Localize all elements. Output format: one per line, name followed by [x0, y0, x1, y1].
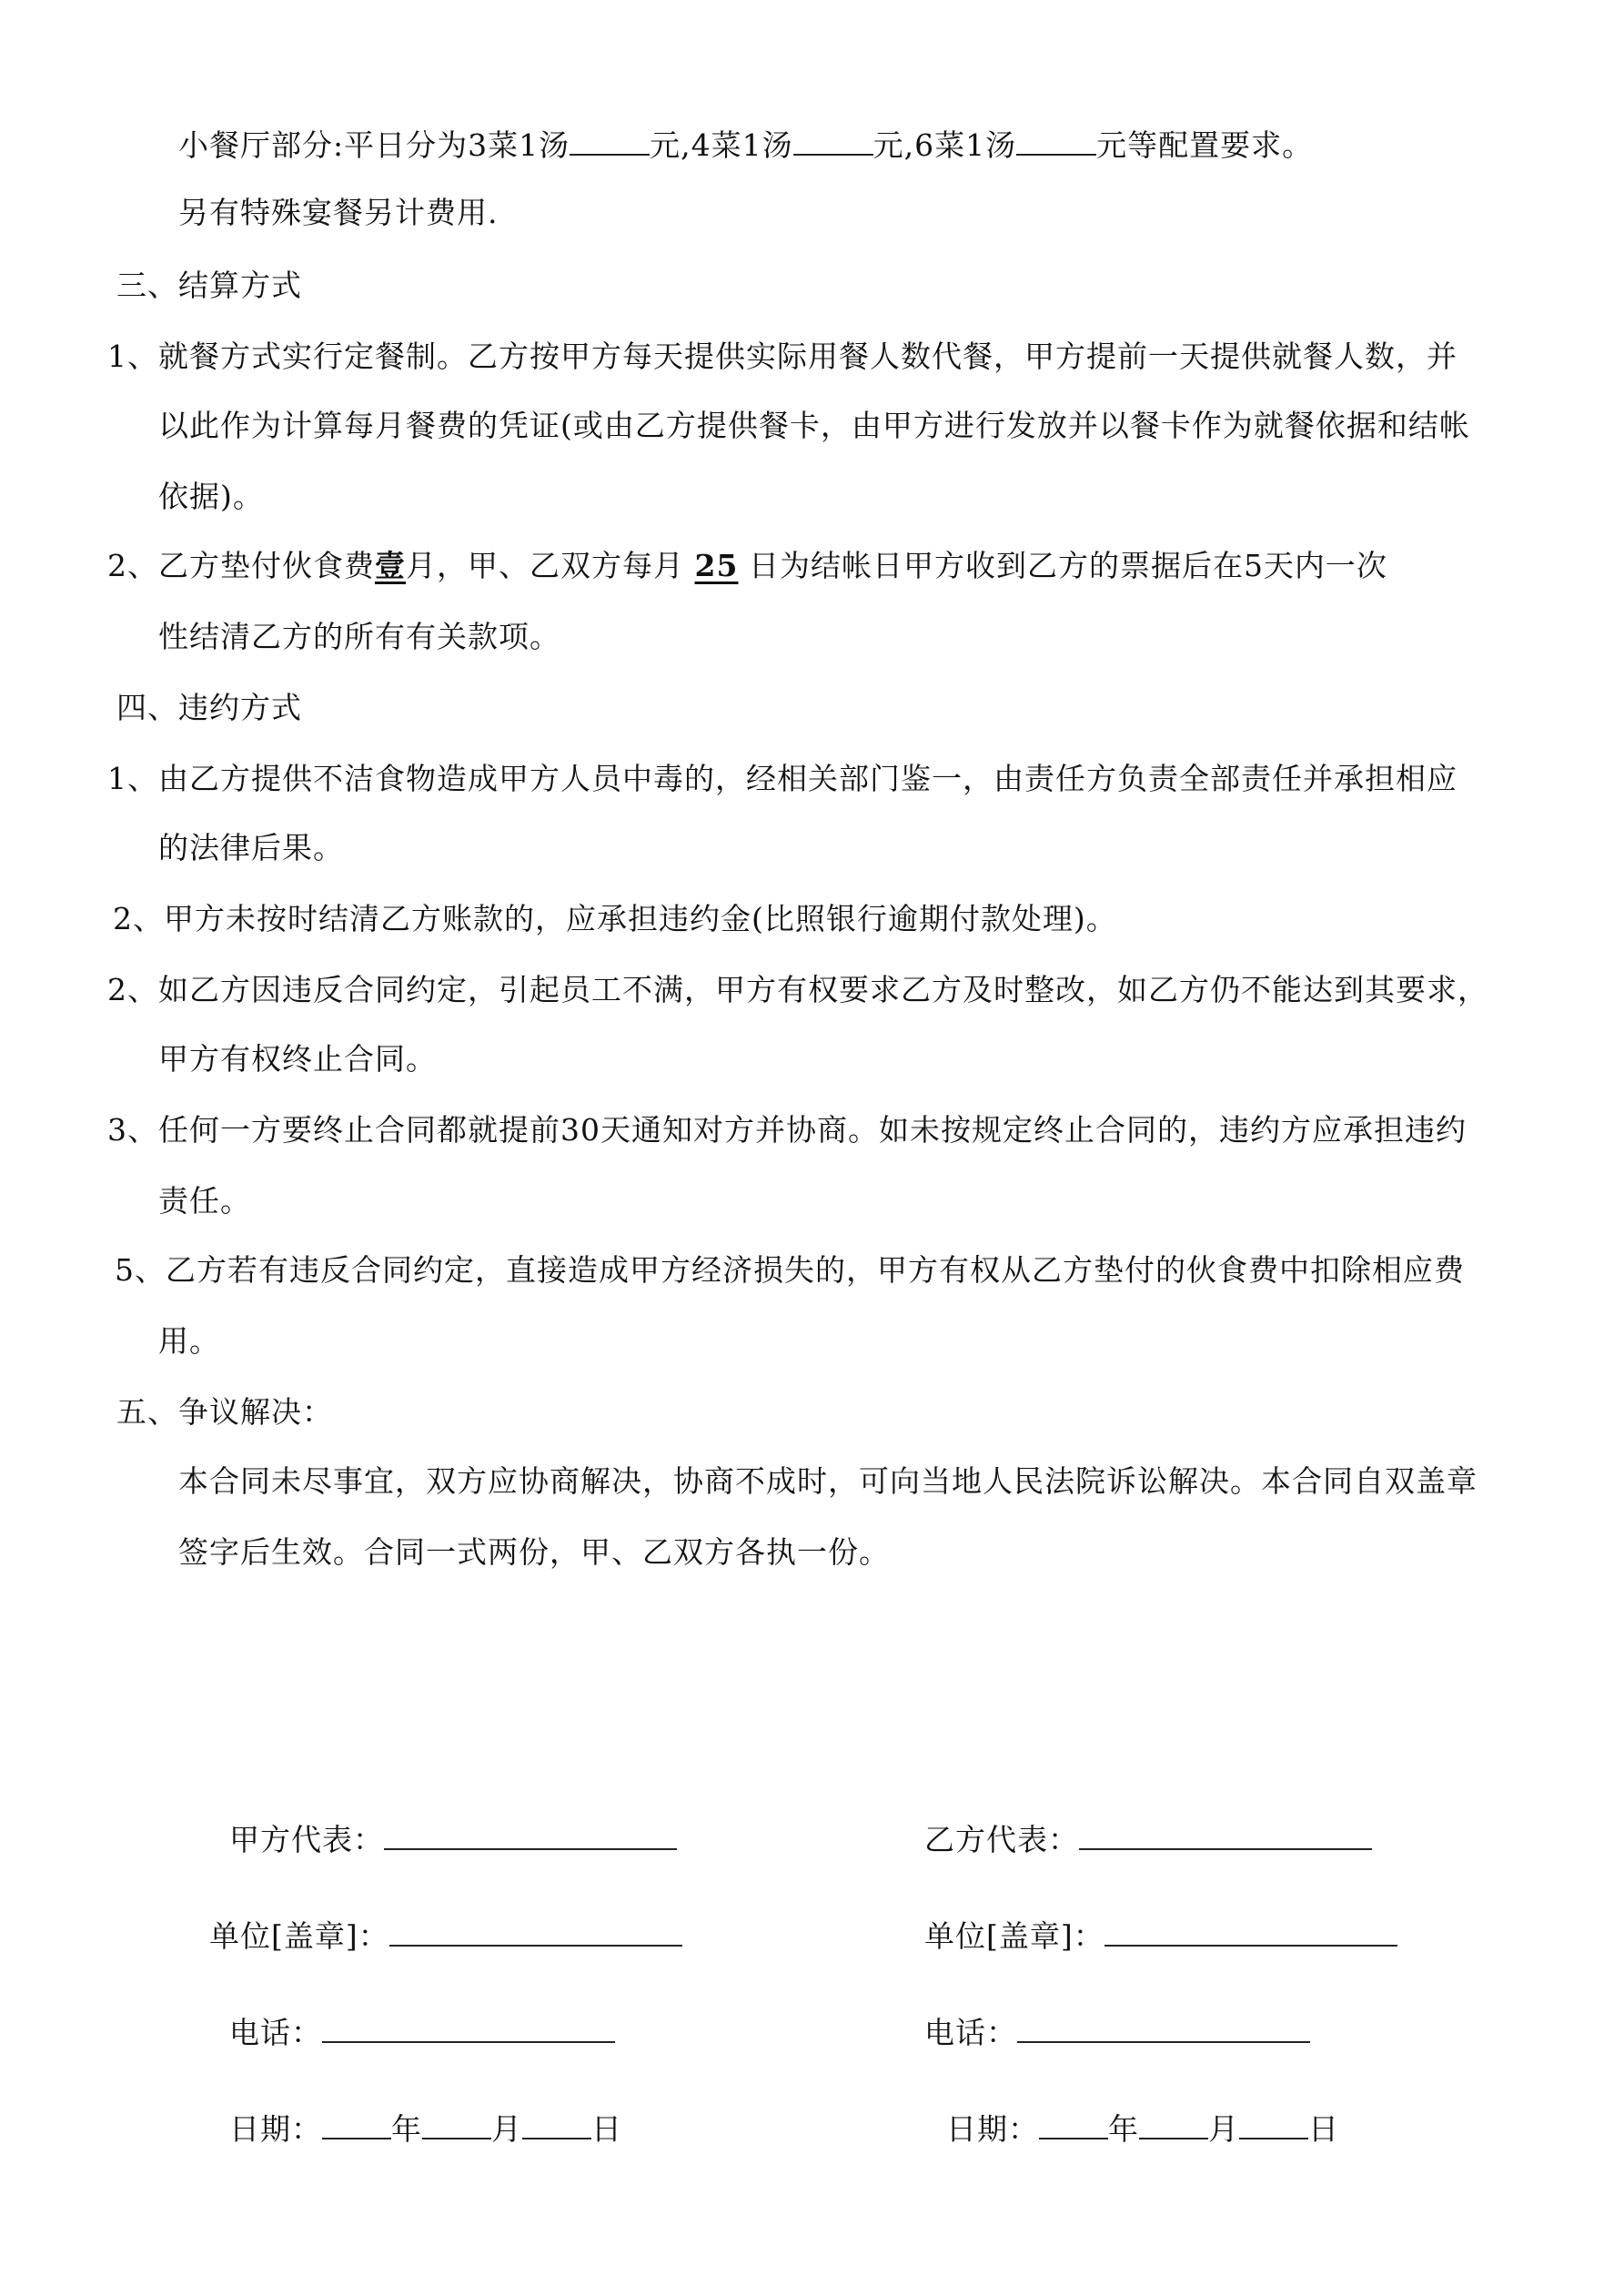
- special-banquet-note: 另有特殊宴餐另计费用.: [178, 195, 499, 230]
- party-b-rep-field[interactable]: [1079, 1821, 1372, 1850]
- section4-heading: 四、违约方式: [116, 690, 302, 725]
- party-a-unit-field[interactable]: [389, 1917, 682, 1947]
- section3-item2-text-b: 月，甲、乙双方每月: [406, 548, 684, 583]
- party-b-phone-label: 电话：: [924, 2015, 1017, 2050]
- price-blank-4-dishes[interactable]: [793, 126, 873, 156]
- section4-item1-line1: 1、由乙方提供不洁食物造成甲方人员中毒的，经相关部门鉴一，由责任方负责全部责任并承担相应: [107, 761, 1458, 796]
- pricing-text-b: 元,4菜1汤: [650, 127, 793, 163]
- section3-item2-text-a: 2、乙方垫付伙食费: [107, 548, 375, 583]
- party-b-unit-label: 单位[盖章]：: [924, 1918, 1105, 1954]
- pricing-line: [178, 126, 1313, 166]
- section3-item1-line3: 依据)。: [158, 479, 264, 514]
- section4-item3-line1: 2、如乙方因违反合同约定，引起员工不满，甲方有权要求乙方及时整改，如乙方仍不能达到其要求，: [107, 972, 1488, 1007]
- party-b-month-field[interactable]: [1139, 2110, 1208, 2139]
- party-b-unit-row: [924, 1917, 1397, 1957]
- party-a-day-field[interactable]: [522, 2110, 591, 2139]
- party-b-phone-row: [924, 2013, 1310, 2053]
- party-a-date-label: 日期：: [229, 2111, 322, 2147]
- advance-months-value: 壹: [375, 548, 406, 583]
- party-a-month-field[interactable]: [422, 2110, 491, 2139]
- party-a-rep-label: 甲方代表：: [229, 1822, 384, 1857]
- party-b-year-field[interactable]: [1039, 2110, 1108, 2139]
- section5-line1: 本合同未尽事宜，双方应协商解决，协商不成时，可向当地人民法院诉讼解决。本合同自双盖章: [178, 1463, 1478, 1499]
- section3-item2-line1: [107, 546, 1387, 586]
- party-b-rep-label: 乙方代表：: [924, 1822, 1079, 1857]
- party-b-date-label: 日期：: [946, 2111, 1039, 2147]
- section5-line2: 签字后生效。合同一式两份，甲、乙双方各执一份。: [178, 1534, 890, 1570]
- party-a-phone-row: [229, 2013, 615, 2053]
- party-b-rep-row: [924, 1820, 1372, 1860]
- party-b-day-field[interactable]: [1239, 2110, 1308, 2139]
- party-a-month-label: 月: [491, 2111, 522, 2147]
- party-a-rep-row: [229, 1820, 677, 1860]
- section4-item2: 2、甲方未按时结清乙方账款的，应承担违约金(比照银行逾期付款处理)。: [113, 901, 1117, 936]
- settlement-day-value: 25: [694, 548, 739, 583]
- section4-item3-line2: 甲方有权终止合同。: [158, 1041, 437, 1077]
- party-a-unit-label: 单位[盖章]：: [209, 1918, 389, 1954]
- party-a-date-row: [229, 2109, 622, 2149]
- pricing-text-a: 小餐厅部分:平日分为3菜1汤: [178, 127, 570, 163]
- party-a-rep-field[interactable]: [384, 1821, 677, 1850]
- section3-item1-line1: 1、就餐方式实行定餐制。乙方按甲方每天提供实际用餐人数代餐，甲方提前一天提供就餐人数，并: [107, 339, 1458, 374]
- pricing-text-d: 元等配置要求。: [1096, 127, 1314, 163]
- party-b-month-label: 月: [1208, 2111, 1239, 2147]
- party-b-date-row: [946, 2109, 1339, 2149]
- party-b-unit-field[interactable]: [1105, 1917, 1397, 1947]
- section3-item2-text-c: 日为结帐日甲方收到乙方的票据后在5天内一次: [748, 548, 1387, 583]
- price-blank-6-dishes[interactable]: [1016, 126, 1096, 156]
- pricing-text-c: 元,6菜1汤: [873, 127, 1017, 163]
- section3-item2-line2: 性结清乙方的所有有关款项。: [158, 619, 560, 654]
- section3-heading: 三、结算方式: [116, 268, 302, 303]
- party-a-phone-field[interactable]: [322, 2014, 615, 2043]
- section4-item5-line1: 5、乙方若有违反合同约定，直接造成甲方经济损失的，甲方有权从乙方垫付的伙食费中扣除相应费: [115, 1252, 1465, 1288]
- party-a-day-label: 日: [591, 2111, 622, 2147]
- price-blank-3-dishes[interactable]: [570, 126, 650, 156]
- section4-item1-line2: 的法律后果。: [158, 830, 344, 865]
- section4-item4-line1: 3、任何一方要终止合同都就提前30天通知对方并协商。如未按规定终止合同的，违约方应承担违约: [107, 1112, 1467, 1148]
- section5-heading: 五、争议解决：: [116, 1394, 333, 1430]
- party-a-year-field[interactable]: [322, 2110, 391, 2139]
- party-b-day-label: 日: [1308, 2111, 1339, 2147]
- party-b-phone-field[interactable]: [1017, 2014, 1310, 2043]
- party-b-year-label: 年: [1108, 2111, 1139, 2147]
- section4-item5-line2: 用。: [158, 1323, 220, 1359]
- section4-item4-line2: 责任。: [158, 1183, 251, 1219]
- party-a-year-label: 年: [391, 2111, 422, 2147]
- section3-item1-line2: 以此作为计算每月餐费的凭证(或由乙方提供餐卡，由甲方进行发放并以餐卡作为就餐依据和结帐: [158, 408, 1470, 443]
- party-a-phone-label: 电话：: [229, 2015, 322, 2050]
- party-a-unit-row: [209, 1917, 682, 1957]
